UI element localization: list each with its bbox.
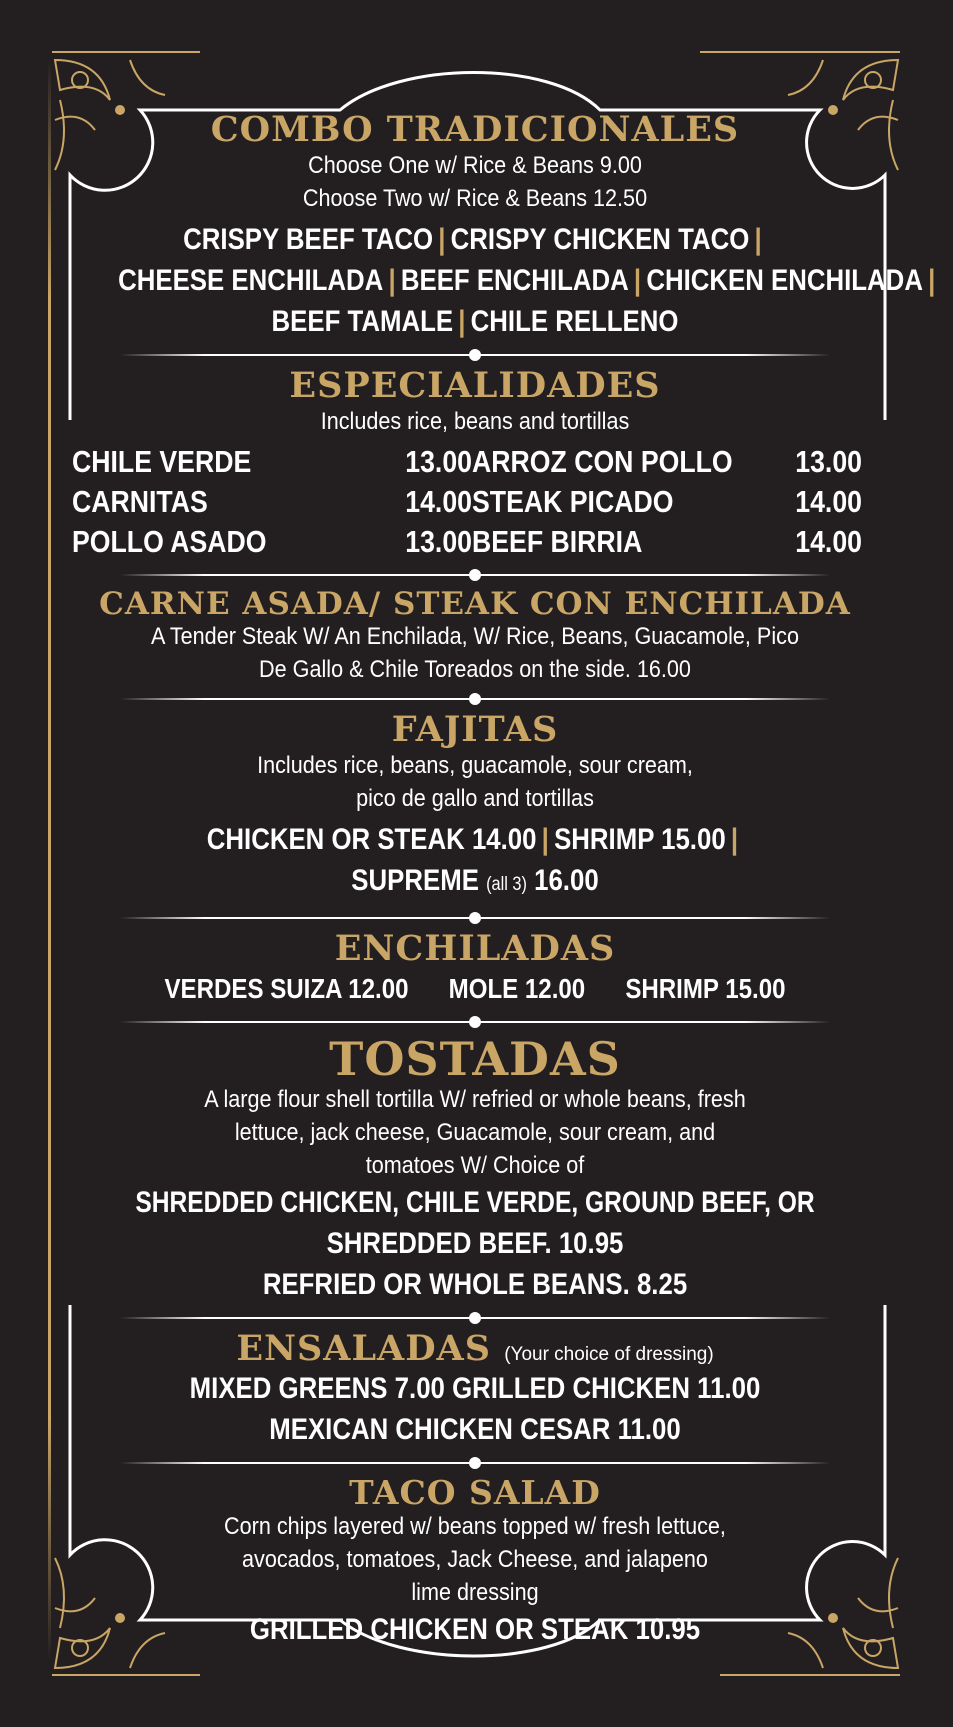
- carne-asada-line-2: De Gallo & Chile Toreados on the side. 16.00: [259, 656, 691, 684]
- taco-salad-section: [60, 1472, 890, 1651]
- section-divider: [120, 1454, 830, 1472]
- fajitas-section: [60, 709, 890, 905]
- especialidades-section: [60, 364, 890, 562]
- ensaladas-line-1: MIXED GREENS 7.00 GRILLED CHICKEN 11.00: [189, 1371, 761, 1405]
- ensaladas-note: (Your choice of dressing): [504, 1343, 714, 1365]
- combo-title: COMBO TRADICIONALES: [210, 109, 740, 150]
- combo-item: CHICKEN ENCHILADA: [646, 263, 923, 297]
- fajitas-item-note: (all 3): [486, 873, 527, 895]
- tostadas-line-1: A large flour shell tortilla W/ refried or whole beans, fresh: [204, 1085, 746, 1113]
- fajitas-items-line-1: CHICKEN OR STEAK 14.00 | SHRIMP 15.00 |: [206, 822, 739, 856]
- menu-item-price: 13.00: [405, 443, 472, 479]
- menu-item-name: CARNITAS: [72, 483, 208, 519]
- enchiladas-items: [118, 968, 832, 1009]
- fajitas-item: CHICKEN OR STEAK 14.00: [206, 822, 537, 856]
- tostadas-bold-3: REFRIED OR WHOLE BEANS. 8.25: [262, 1267, 688, 1301]
- combo-item: BEEF TAMALE: [271, 304, 454, 338]
- section-divider: [120, 1013, 830, 1031]
- especialidades-title: ESPECIALIDADES: [289, 364, 661, 406]
- menu-item-price: 14.00: [795, 483, 862, 519]
- combo-line-1: Choose One w/ Rice & Beans 9.00: [308, 151, 642, 179]
- menu-item-price: 13.00: [795, 443, 862, 479]
- menu-item-price: 14.00: [795, 523, 862, 559]
- fajitas-item: SUPREME: [351, 863, 479, 897]
- ensaladas-section: [60, 1327, 890, 1450]
- taco-salad-title: TACO SALAD: [349, 1472, 601, 1512]
- section-divider: [120, 909, 830, 927]
- combo-item: CRISPY CHICKEN TACO: [450, 222, 750, 256]
- section-divider: [120, 566, 830, 584]
- section-divider: [120, 1309, 830, 1327]
- taco-salad-line-2: avocados, tomatoes, Jack Cheese, and jalapeno: [242, 1546, 708, 1574]
- combo-item: BEEF ENCHILADA: [400, 263, 629, 297]
- combo-item: CRISPY BEEF TACO: [183, 222, 434, 256]
- fajitas-items-line-2: [118, 860, 832, 905]
- combo-items-line-3: BEEF TAMALE | CHILE RELLENO: [271, 304, 679, 338]
- enchiladas-item: VERDES SUIZA 12.00: [164, 972, 409, 1004]
- menu-content: [60, 109, 936, 1650]
- enchiladas-section: [60, 927, 890, 1009]
- menu-item-name: ARROZ CON POLLO: [472, 443, 733, 479]
- ensaladas-title: ENSALADAS: [236, 1327, 491, 1369]
- section-divider: [120, 690, 830, 708]
- enchiladas-title: ENCHILADAS: [334, 927, 616, 969]
- tostadas-title: TOSTADAS: [329, 1031, 621, 1086]
- ensaladas-line-2: MEXICAN CHICKEN CESAR 11.00: [269, 1412, 681, 1446]
- carne-asada-line-1: A Tender Steak W/ An Enchilada, W/ Rice, Beans, Guacamole, Pico: [151, 623, 799, 651]
- carne-asada-title: CARNE ASADA/ STEAK CON ENCHILADA: [99, 585, 851, 622]
- tostadas-bold-2: SHREDDED BEEF. 10.95: [326, 1226, 624, 1260]
- menu-item-name: POLLO ASADO: [72, 523, 267, 559]
- enchiladas-item: MOLE 12.00: [448, 972, 586, 1004]
- menu-item-price: 14.00: [405, 483, 472, 519]
- menu-item-name: CHILE VERDE: [72, 443, 252, 479]
- taco-salad-line-1: Corn chips layered w/ beans topped w/ fresh lettuce,: [224, 1513, 726, 1541]
- combo-line-2: Choose Two w/ Rice & Beans 12.50: [302, 184, 648, 212]
- ensaladas-heading: [60, 1327, 890, 1369]
- fajitas-line-1: Includes rice, beans, guacamole, sour cream,: [257, 751, 693, 779]
- tostadas-line-3: tomatoes W/ Choice of: [365, 1151, 585, 1179]
- fajitas-title: FAJITAS: [391, 709, 559, 751]
- especialidades-list: [72, 442, 890, 562]
- tostadas-section: [60, 1031, 890, 1305]
- combo-item: CHILE RELLENO: [470, 304, 679, 338]
- menu-item-name: STEAK PICADO: [472, 483, 674, 519]
- tostadas-line-2: lettuce, jack cheese, Guacamole, sour cream, and: [234, 1118, 716, 1146]
- section-divider: [120, 346, 830, 364]
- enchiladas-item: SHRIMP 15.00: [625, 972, 786, 1004]
- taco-salad-line-3: lime dressing: [411, 1579, 539, 1607]
- fajitas-line-2: pico de gallo and tortillas: [356, 784, 594, 812]
- combo-item: CHEESE ENCHILADA: [118, 263, 384, 297]
- tostadas-bold-1: SHREDDED CHICKEN, CHILE VERDE, GROUND BEEF, OR: [135, 1185, 815, 1219]
- especialidades-subtitle: Includes rice, beans and tortillas: [320, 407, 630, 435]
- fajitas-item: SHRIMP 15.00: [554, 822, 726, 856]
- combo-items-line-2: CHEESE ENCHILADA | BEEF ENCHILADA | CHICKEN ENCHILADA |: [118, 263, 936, 297]
- menu-item-price: 13.00: [405, 523, 472, 559]
- menu-item-name: BEEF BIRRIA: [472, 523, 643, 559]
- combo-items-line-1: CRISPY BEEF TACO | CRISPY CHICKEN TACO |: [183, 222, 762, 256]
- fajitas-item-price: 16.00: [534, 863, 599, 897]
- taco-salad-bold: GRILLED CHICKEN OR STEAK 10.95: [249, 1613, 701, 1647]
- combo-section: [60, 109, 936, 342]
- carne-asada-section: [60, 585, 890, 687]
